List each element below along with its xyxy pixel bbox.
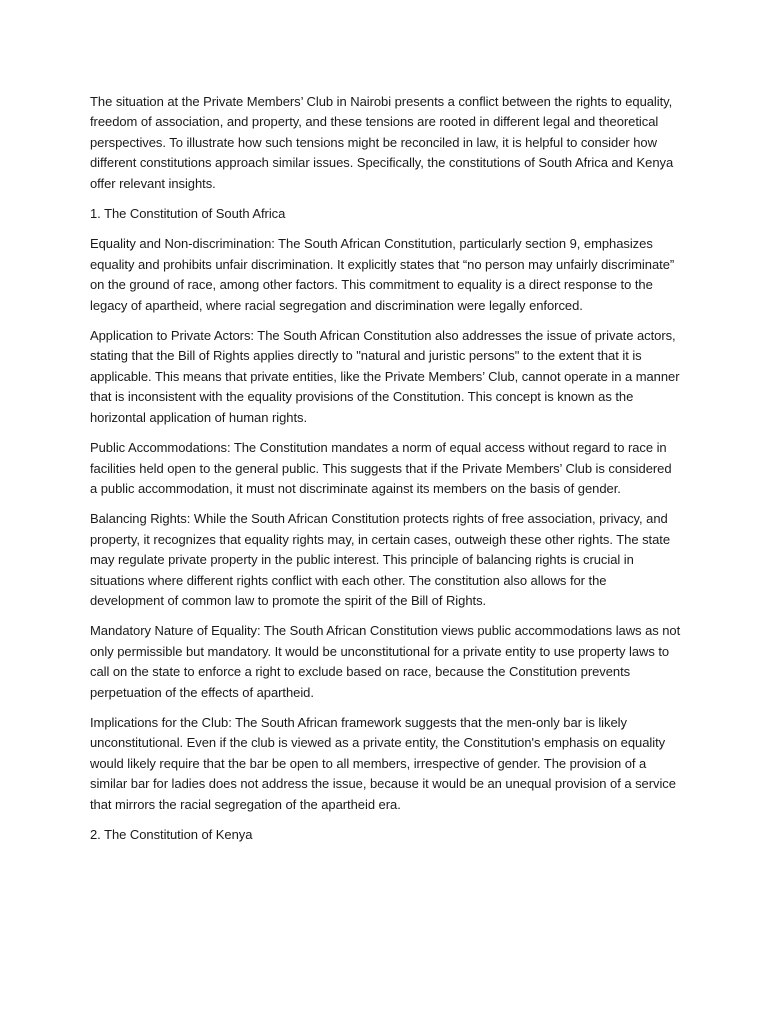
- paragraph-balancing-rights: Balancing Rights: While the South African Constitution protects rights of free association, privacy, and property, it recognizes that equality rights may, in certain cases, outweigh these other rights. The state may regulate private property in the public interest. This principle of balancing rights is crucial in situations where different rights conflict with each other. The constitution also allows for the development of common law to promote the spirit of the Bill of Rights.: [90, 511, 670, 608]
- section-heading-south-africa: 1. The Constitution of South Africa: [90, 206, 286, 222]
- paragraph-public-accommodations: Public Accommodations: The Constitution mandates a norm of equal access without regard to race in facilities held open to the general public. This suggests that if the Private Members’ Club is considered a public accommodation, it must not discriminate against its members on the basis of gender.: [90, 440, 672, 496]
- section-heading-kenya: 2. The Constitution of Kenya: [90, 827, 253, 842]
- paragraph-implications: Implications for the Club: The South African framework suggests that the men-only bar is likely unconstitutional. Even if the club is viewed as a private entity, the Constitution's emphasis on equality would likely require that the bar be open to all members, irrespective of gender. The provision of a similar bar for ladies does not address the issue, because it would be an unequal provision of a service that mirrors the racial segregation of the apartheid era.: [90, 714, 676, 812]
- paragraph-private-actors: Application to Private Actors: The South African Constitution also addresses the issue of private actors, stating that the Bill of Rights applies directly to "natural and juristic persons" to the extent that it is applicable. This means that private entities, like the Private Members’ Club, cannot operate in a manner that is inconsistent with the equality provisions of the Constitution. This concept is known as the horizontal application of human rights.: [90, 328, 680, 425]
- intro-paragraph: The situation at the Private Members’ Club in Nairobi presents a conflict between the rights to equality, freedom of association, and property, and these tensions are rooted in different legal and theoretical perspectives. To illustrate how such tensions might be reconciled in law, it is helpful to consider how different constitutions approach similar issues. Specifically, the constitutions of South Africa and Kenya offer relevant insights.: [90, 94, 674, 191]
- document-body: [90, 92, 682, 855]
- paragraph-equality: Equality and Non-discrimination: The South African Constitution, particularly section 9, emphasizes equality and prohibits unfair discrimination. It explicitly states that “no person may unfairly discriminate” on the ground of race, among other factors. This commitment to equality is a direct response to the legacy of apartheid, where racial segregation and discrimination were legally enforced.: [90, 236, 675, 313]
- paragraph-mandatory-equality: Mandatory Nature of Equality: The South African Constitution views public accommodations laws as not only permissible but mandatory. It would be unconstitutional for a private entity to use property laws to call on the state to enforce a right to exclude based on race, because the Constitution prevents perpetuation of the effects of apartheid.: [90, 623, 681, 700]
